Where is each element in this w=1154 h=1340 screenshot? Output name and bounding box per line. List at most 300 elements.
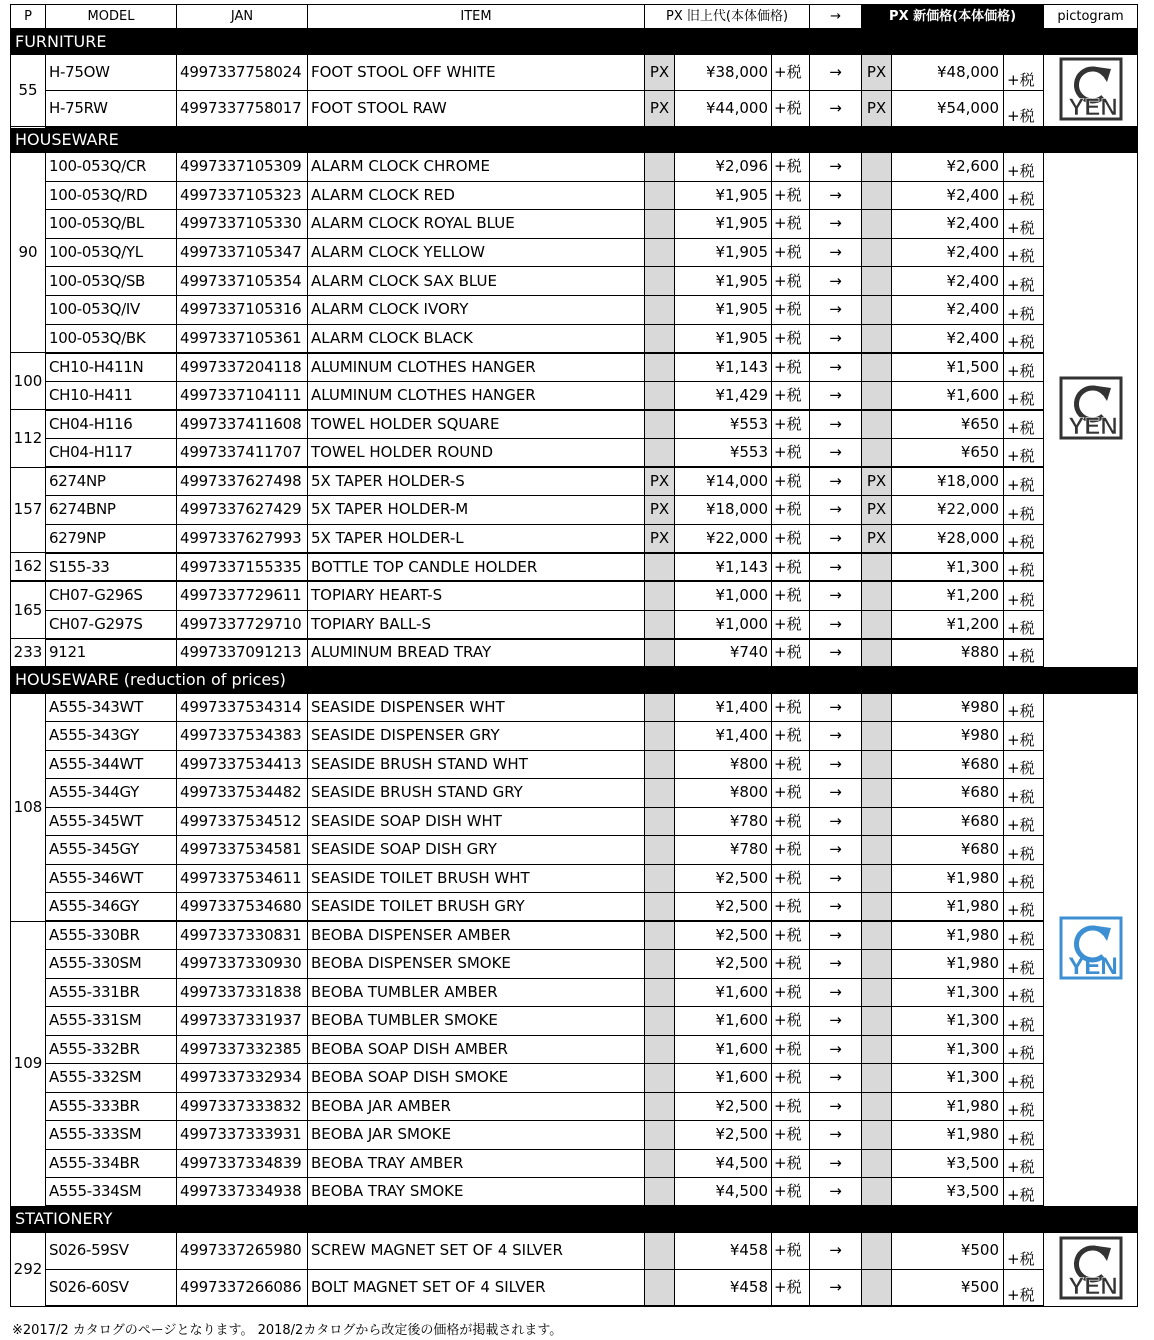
item-cell: ALUMINUM BREAD TRAY: [308, 639, 645, 668]
px-new-cell: [862, 639, 892, 668]
new-price-cell: ¥3,500: [892, 1149, 1004, 1178]
old-tax-label: +税: [772, 295, 810, 324]
jan-cell: 4997337105354: [177, 267, 308, 296]
header-new-price: PX 新価格(本体価格): [862, 5, 1044, 29]
px-new-cell: [862, 693, 892, 722]
old-price-cell: ¥1,905: [675, 295, 772, 324]
arrow-cell: →: [810, 779, 862, 808]
px-old-cell: [645, 1149, 675, 1178]
arrow-cell: →: [810, 750, 862, 779]
old-price-cell: ¥18,000: [675, 496, 772, 525]
item-cell: BEOBA TRAY AMBER: [308, 1149, 645, 1178]
new-tax-label: +税: [1004, 55, 1044, 91]
old-price-cell: ¥2,096: [675, 153, 772, 182]
old-price-cell: ¥1,905: [675, 238, 772, 267]
item-cell: SEASIDE TOILET BRUSH GRY: [308, 893, 645, 922]
old-tax-label: +税: [772, 1007, 810, 1036]
arrow-cell: →: [810, 921, 862, 950]
old-tax-label: +税: [772, 1035, 810, 1064]
old-tax-label: +税: [772, 836, 810, 865]
px-new-cell: [862, 410, 892, 439]
item-cell: SEASIDE BRUSH STAND GRY: [308, 779, 645, 808]
yen-price-change-icon: [1059, 1236, 1123, 1300]
new-price-cell: ¥1,980: [892, 1092, 1004, 1121]
new-tax-label: +税: [1004, 836, 1044, 865]
section-title: HOUSEWARE (reduction of prices): [11, 667, 1044, 693]
old-price-cell: ¥1,905: [675, 210, 772, 239]
header-pictogram: pictogram: [1044, 5, 1138, 29]
px-old-cell: [645, 693, 675, 722]
jan-cell: 4997337534680: [177, 893, 308, 922]
new-tax-label: +税: [1004, 267, 1044, 296]
px-old-cell: [645, 950, 675, 979]
px-old-cell: [645, 1092, 675, 1121]
px-old-cell: [645, 181, 675, 210]
jan-cell: 4997337729710: [177, 610, 308, 639]
table-row: [11, 381, 1138, 410]
px-new-cell: [862, 581, 892, 610]
jan-cell: 4997337333931: [177, 1121, 308, 1150]
old-tax-label: +税: [772, 267, 810, 296]
px-new-cell: [862, 267, 892, 296]
page-number: 157: [11, 467, 46, 553]
item-cell: BEOBA DISPENSER SMOKE: [308, 950, 645, 979]
page-number: 233: [11, 639, 46, 668]
old-tax-label: +税: [772, 978, 810, 1007]
table-row: [11, 950, 1138, 979]
model-cell: 6279NP: [46, 524, 177, 553]
old-tax-label: +税: [772, 750, 810, 779]
model-cell: 100-053Q/IV: [46, 295, 177, 324]
model-cell: A555-346WT: [46, 864, 177, 893]
old-price-cell: ¥1,905: [675, 267, 772, 296]
table-row: [11, 438, 1138, 467]
px-new-cell: [862, 210, 892, 239]
model-cell: CH07-G296S: [46, 581, 177, 610]
old-price-cell: ¥458: [675, 1269, 772, 1306]
table-row: [11, 353, 1138, 382]
pictogram-text: YEN: [1067, 413, 1118, 441]
new-price-cell: ¥28,000: [892, 524, 1004, 553]
table-row: [11, 836, 1138, 865]
new-price-cell: ¥1,300: [892, 1064, 1004, 1093]
new-tax-label: +税: [1004, 1035, 1044, 1064]
px-new-cell: [862, 722, 892, 751]
item-cell: BEOBA TUMBLER SMOKE: [308, 1007, 645, 1036]
new-price-cell: ¥1,600: [892, 381, 1004, 410]
new-tax-label: +税: [1004, 807, 1044, 836]
px-old-cell: [645, 581, 675, 610]
px-old-cell: [645, 324, 675, 353]
model-cell: A555-331BR: [46, 978, 177, 1007]
new-tax-label: +税: [1004, 238, 1044, 267]
model-cell: A555-343GY: [46, 722, 177, 751]
old-price-cell: ¥780: [675, 807, 772, 836]
old-price-cell: ¥800: [675, 750, 772, 779]
model-cell: A555-333BR: [46, 1092, 177, 1121]
px-old-cell: [645, 1178, 675, 1207]
old-tax-label: +税: [772, 921, 810, 950]
new-price-cell: ¥1,200: [892, 581, 1004, 610]
px-new-cell: [862, 1092, 892, 1121]
pictogram-cell: [1044, 1232, 1138, 1306]
arrow-cell: →: [810, 581, 862, 610]
page-number: 112: [11, 410, 46, 467]
header-arrow: →: [810, 5, 862, 29]
arrow-cell: →: [810, 553, 862, 582]
model-cell: CH04-H116: [46, 410, 177, 439]
old-price-cell: ¥14,000: [675, 467, 772, 496]
pictogram-text: YEN: [1067, 94, 1118, 121]
old-tax-label: +税: [772, 1269, 810, 1306]
model-cell: 100-053Q/BK: [46, 324, 177, 353]
table-row: [11, 210, 1138, 239]
table-row: [11, 779, 1138, 808]
table-row: [11, 750, 1138, 779]
new-price-cell: ¥1,980: [892, 950, 1004, 979]
px-old-cell: [645, 267, 675, 296]
old-price-cell: ¥553: [675, 410, 772, 439]
jan-cell: 4997337534512: [177, 807, 308, 836]
arrow-cell: →: [810, 153, 862, 182]
item-cell: BOTTLE TOP CANDLE HOLDER: [308, 553, 645, 582]
new-price-cell: ¥1,200: [892, 610, 1004, 639]
new-price-cell: ¥650: [892, 410, 1004, 439]
table-row: [11, 581, 1138, 610]
px-old-cell: [645, 864, 675, 893]
px-new-cell: [862, 750, 892, 779]
table-row: [11, 1121, 1138, 1150]
old-tax-label: +税: [772, 210, 810, 239]
pictogram-text: YEN: [1067, 953, 1118, 981]
jan-cell: 4997337266086: [177, 1269, 308, 1306]
model-cell: A555-330BR: [46, 921, 177, 950]
px-new-cell: [862, 1178, 892, 1207]
jan-cell: 4997337758024: [177, 55, 308, 91]
model-cell: 100-053Q/YL: [46, 238, 177, 267]
table-row: [11, 1035, 1138, 1064]
new-tax-label: +税: [1004, 1149, 1044, 1178]
section-header: [11, 127, 1138, 153]
item-cell: TOPIARY BALL-S: [308, 610, 645, 639]
arrow-cell: →: [810, 1092, 862, 1121]
arrow-cell: →: [810, 722, 862, 751]
old-price-cell: ¥1,905: [675, 324, 772, 353]
arrow-cell: →: [810, 1178, 862, 1207]
new-tax-label: +税: [1004, 950, 1044, 979]
header-row: [11, 5, 1138, 29]
new-tax-label: +税: [1004, 978, 1044, 1007]
new-price-cell: ¥18,000: [892, 467, 1004, 496]
item-cell: SEASIDE DISPENSER GRY: [308, 722, 645, 751]
new-price-cell: ¥2,400: [892, 267, 1004, 296]
price-revision-table: [10, 4, 1138, 1307]
new-tax-label: +税: [1004, 1007, 1044, 1036]
item-cell: ALARM CLOCK CHROME: [308, 153, 645, 182]
new-tax-label: +税: [1004, 864, 1044, 893]
px-new-cell: PX: [862, 467, 892, 496]
jan-cell: 4997337330930: [177, 950, 308, 979]
item-cell: BEOBA JAR SMOKE: [308, 1121, 645, 1150]
old-price-cell: ¥44,000: [675, 91, 772, 127]
arrow-cell: →: [810, 381, 862, 410]
section-title: STATIONERY: [11, 1206, 1044, 1232]
arrow-cell: →: [810, 496, 862, 525]
new-price-cell: ¥2,400: [892, 295, 1004, 324]
model-cell: A555-344WT: [46, 750, 177, 779]
jan-cell: 4997337534314: [177, 693, 308, 722]
px-new-cell: [862, 181, 892, 210]
px-new-cell: [862, 324, 892, 353]
px-old-cell: [645, 807, 675, 836]
old-tax-label: +税: [772, 524, 810, 553]
new-price-cell: ¥48,000: [892, 55, 1004, 91]
old-price-cell: ¥1,905: [675, 181, 772, 210]
arrow-cell: →: [810, 295, 862, 324]
model-cell: CH10-H411N: [46, 353, 177, 382]
item-cell: SEASIDE BRUSH STAND WHT: [308, 750, 645, 779]
page-number: 55: [11, 55, 46, 127]
old-tax-label: +税: [772, 807, 810, 836]
header-model: MODEL: [46, 5, 177, 29]
pictogram-cell: [1044, 153, 1138, 668]
model-cell: S026-60SV: [46, 1269, 177, 1306]
px-old-cell: [645, 1232, 675, 1269]
item-cell: TOWEL HOLDER SQUARE: [308, 410, 645, 439]
item-cell: BOLT MAGNET SET OF 4 SILVER: [308, 1269, 645, 1306]
arrow-cell: →: [810, 610, 862, 639]
old-tax-label: +税: [772, 181, 810, 210]
new-tax-label: +税: [1004, 153, 1044, 182]
new-price-cell: ¥1,980: [892, 864, 1004, 893]
new-price-cell: ¥1,300: [892, 978, 1004, 1007]
item-cell: FOOT STOOL RAW: [308, 91, 645, 127]
jan-cell: 4997337331937: [177, 1007, 308, 1036]
model-cell: CH07-G297S: [46, 610, 177, 639]
px-old-cell: [645, 978, 675, 1007]
model-cell: A555-332BR: [46, 1035, 177, 1064]
arrow-cell: →: [810, 950, 862, 979]
px-old-cell: [645, 893, 675, 922]
old-tax-label: +税: [772, 722, 810, 751]
px-old-cell: [645, 1064, 675, 1093]
new-price-cell: ¥1,980: [892, 893, 1004, 922]
model-cell: H-75OW: [46, 55, 177, 91]
arrow-cell: →: [810, 639, 862, 668]
jan-cell: 4997337332385: [177, 1035, 308, 1064]
pictogram-cell: [1044, 55, 1138, 127]
jan-cell: 4997337265980: [177, 1232, 308, 1269]
table-row: [11, 153, 1138, 182]
model-cell: 100-053Q/CR: [46, 153, 177, 182]
model-cell: 100-053Q/RD: [46, 181, 177, 210]
arrow-cell: →: [810, 1007, 862, 1036]
px-old-cell: [645, 722, 675, 751]
px-old-cell: [645, 1007, 675, 1036]
item-cell: SCREW MAGNET SET OF 4 SILVER: [308, 1232, 645, 1269]
jan-cell: 4997337534611: [177, 864, 308, 893]
model-cell: A555-331SM: [46, 1007, 177, 1036]
table-row: [11, 181, 1138, 210]
px-new-cell: [862, 1035, 892, 1064]
px-new-cell: PX: [862, 91, 892, 127]
new-price-cell: ¥2,600: [892, 153, 1004, 182]
new-price-cell: ¥2,400: [892, 238, 1004, 267]
table-row: [11, 524, 1138, 553]
new-price-cell: ¥650: [892, 438, 1004, 467]
table-row: [11, 864, 1138, 893]
table-row: [11, 467, 1138, 496]
table-row: [11, 91, 1138, 127]
table-row: [11, 1178, 1138, 1207]
section-title: HOUSEWARE: [11, 127, 1044, 153]
old-price-cell: ¥38,000: [675, 55, 772, 91]
px-new-cell: PX: [862, 524, 892, 553]
model-cell: A555-343WT: [46, 693, 177, 722]
page-number: 100: [11, 353, 46, 410]
section-pictogram-spacer: [1044, 667, 1138, 693]
old-price-cell: ¥1,000: [675, 610, 772, 639]
item-cell: 5X TAPER HOLDER-M: [308, 496, 645, 525]
old-tax-label: +税: [772, 324, 810, 353]
arrow-cell: →: [810, 467, 862, 496]
new-tax-label: +税: [1004, 91, 1044, 127]
arrow-cell: →: [810, 55, 862, 91]
table-row: [11, 1149, 1138, 1178]
old-tax-label: +税: [772, 410, 810, 439]
new-tax-label: +税: [1004, 1121, 1044, 1150]
new-price-cell: ¥54,000: [892, 91, 1004, 127]
table-row: [11, 496, 1138, 525]
old-tax-label: +税: [772, 353, 810, 382]
jan-cell: 4997337333832: [177, 1092, 308, 1121]
model-cell: 6274NP: [46, 467, 177, 496]
px-old-cell: [645, 639, 675, 668]
old-price-cell: ¥2,500: [675, 950, 772, 979]
item-cell: 5X TAPER HOLDER-L: [308, 524, 645, 553]
old-price-cell: ¥1,600: [675, 1007, 772, 1036]
arrow-cell: →: [810, 238, 862, 267]
new-tax-label: +税: [1004, 381, 1044, 410]
arrow-cell: →: [810, 864, 862, 893]
model-cell: CH10-H411: [46, 381, 177, 410]
px-old-cell: [645, 779, 675, 808]
jan-cell: 4997337091213: [177, 639, 308, 668]
new-tax-label: +税: [1004, 467, 1044, 496]
px-old-cell: [645, 836, 675, 865]
table-row: [11, 410, 1138, 439]
jan-cell: 4997337534383: [177, 722, 308, 751]
new-price-cell: ¥680: [892, 779, 1004, 808]
old-price-cell: ¥1,143: [675, 553, 772, 582]
arrow-cell: →: [810, 524, 862, 553]
old-tax-label: +税: [772, 91, 810, 127]
jan-cell: 4997337330831: [177, 921, 308, 950]
old-tax-label: +税: [772, 1232, 810, 1269]
item-cell: SEASIDE SOAP DISH GRY: [308, 836, 645, 865]
px-old-cell: PX: [645, 467, 675, 496]
old-price-cell: ¥2,500: [675, 1121, 772, 1150]
table-row: [11, 1232, 1138, 1269]
item-cell: BEOBA TUMBLER AMBER: [308, 978, 645, 1007]
model-cell: A555-334SM: [46, 1178, 177, 1207]
header-jan: JAN: [177, 5, 308, 29]
model-cell: H-75RW: [46, 91, 177, 127]
jan-cell: 4997337105316: [177, 295, 308, 324]
new-tax-label: +税: [1004, 295, 1044, 324]
model-cell: S155-33: [46, 553, 177, 582]
px-old-cell: [645, 750, 675, 779]
arrow-cell: →: [810, 1064, 862, 1093]
px-old-cell: PX: [645, 496, 675, 525]
px-new-cell: [862, 921, 892, 950]
arrow-cell: →: [810, 210, 862, 239]
arrow-cell: →: [810, 978, 862, 1007]
new-tax-label: +税: [1004, 324, 1044, 353]
old-price-cell: ¥1,143: [675, 353, 772, 382]
header-p: P: [11, 5, 46, 29]
px-old-cell: [645, 1121, 675, 1150]
new-tax-label: +税: [1004, 438, 1044, 467]
old-tax-label: +税: [772, 893, 810, 922]
jan-cell: 4997337334938: [177, 1178, 308, 1207]
new-tax-label: +税: [1004, 693, 1044, 722]
item-cell: SEASIDE TOILET BRUSH WHT: [308, 864, 645, 893]
arrow-cell: →: [810, 1149, 862, 1178]
page-number: 109: [11, 921, 46, 1206]
item-cell: BEOBA SOAP DISH AMBER: [308, 1035, 645, 1064]
arrow-cell: →: [810, 693, 862, 722]
new-tax-label: +税: [1004, 1178, 1044, 1207]
old-tax-label: +税: [772, 381, 810, 410]
model-cell: A555-345GY: [46, 836, 177, 865]
item-cell: BEOBA TRAY SMOKE: [308, 1178, 645, 1207]
yen-price-change-icon: [1059, 57, 1123, 121]
section-pictogram-spacer: [1044, 127, 1138, 153]
jan-cell: 4997337627429: [177, 496, 308, 525]
old-price-cell: ¥780: [675, 836, 772, 865]
new-tax-label: +税: [1004, 1269, 1044, 1306]
px-old-cell: [645, 1035, 675, 1064]
footnote: ※2017/2 カタログのページとなります。 2018/2カタログから改定後の価格が掲載されます。: [12, 1323, 563, 1338]
jan-cell: 4997337729611: [177, 581, 308, 610]
new-price-cell: ¥680: [892, 836, 1004, 865]
table-row: [11, 1064, 1138, 1093]
new-price-cell: ¥2,400: [892, 181, 1004, 210]
new-price-cell: ¥680: [892, 807, 1004, 836]
new-tax-label: +税: [1004, 181, 1044, 210]
new-price-cell: ¥1,300: [892, 553, 1004, 582]
px-new-cell: [862, 893, 892, 922]
old-tax-label: +税: [772, 496, 810, 525]
table-row: [11, 639, 1138, 668]
arrow-cell: →: [810, 181, 862, 210]
table-row: [11, 722, 1138, 751]
new-tax-label: +税: [1004, 639, 1044, 668]
new-tax-label: +税: [1004, 210, 1044, 239]
new-tax-label: +税: [1004, 410, 1044, 439]
new-price-cell: ¥1,980: [892, 921, 1004, 950]
arrow-cell: →: [810, 267, 862, 296]
new-price-cell: ¥680: [892, 750, 1004, 779]
old-tax-label: +税: [772, 950, 810, 979]
page-number: 162: [11, 553, 46, 582]
table-row: [11, 1092, 1138, 1121]
old-tax-label: +税: [772, 238, 810, 267]
px-old-cell: PX: [645, 55, 675, 91]
px-old-cell: [645, 438, 675, 467]
old-price-cell: ¥4,500: [675, 1149, 772, 1178]
